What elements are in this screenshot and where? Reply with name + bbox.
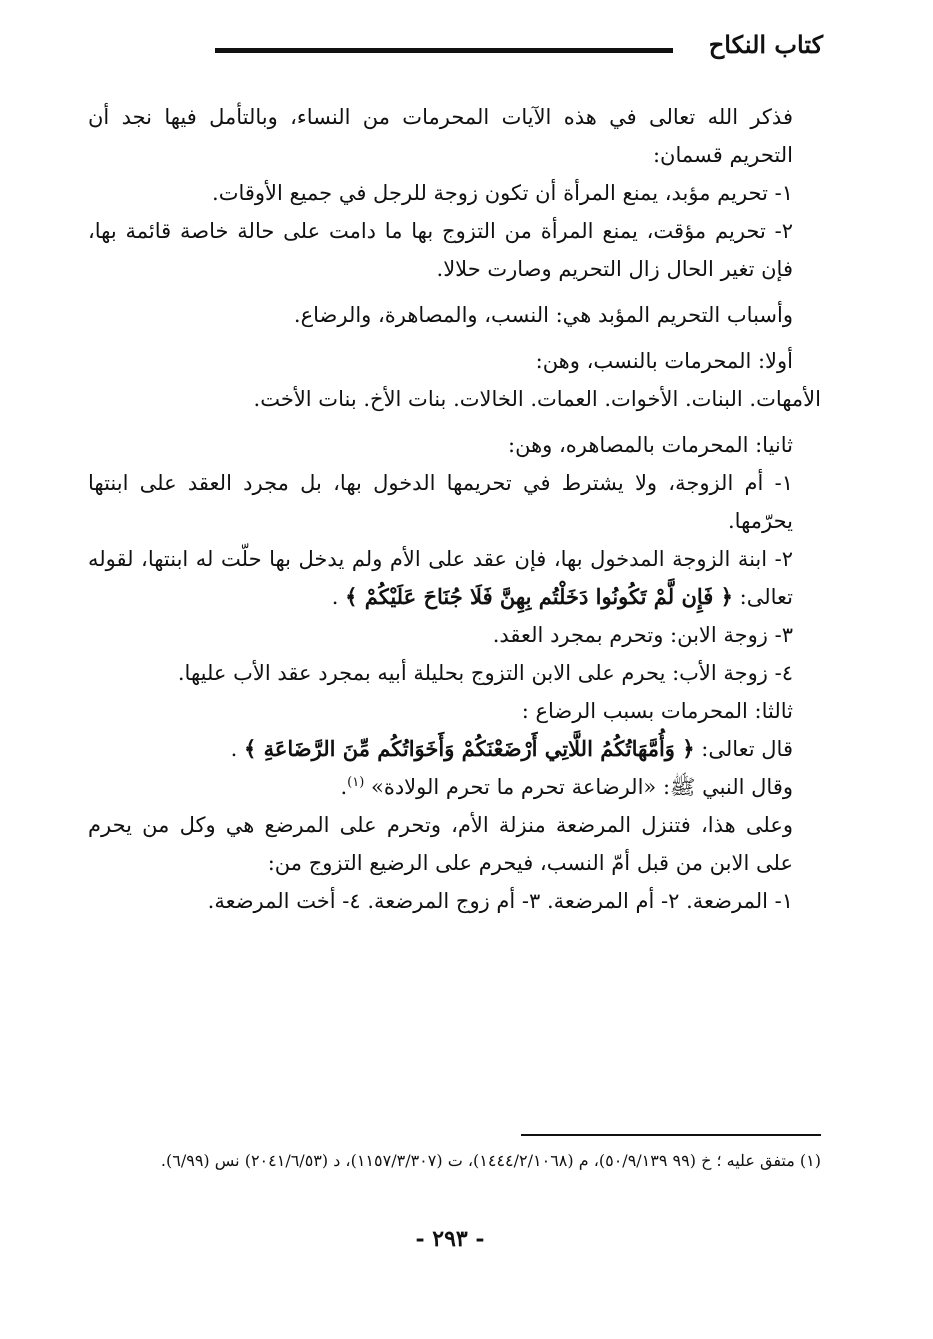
header-rule — [215, 48, 673, 53]
footnote: (١) متفق عليه ؛ خ (٩٩ ٥٠/٩/١٣٩)، م (١٤٤٤/٢/١٠٦٨)، ت (١١٥٧/٣/٣٠٧)، د (٢٠٤١/٦/٥٣) نس (٦/٩٩). — [160, 1151, 821, 1170]
affinity-item-1: ١- أم الزوجة، ولا يشترط في تحريمها الدخول بها، بل مجرد العقد على ابنتها يحرّمها. — [88, 471, 793, 533]
lineage-list: الأمهات. البنات. الأخوات. العمات. الخالات. بنات الأخ. بنات الأخت. — [253, 387, 821, 411]
main-text — [88, 98, 821, 920]
lineage-heading: أولا: المحرمات بالنسب، وهن: — [535, 349, 793, 373]
hadith-text: «الرضاعة تحرم ما تحرم الولادة» — [370, 775, 657, 799]
affinity-item-2-text: ٢- ابنة الزوجة المدخول بها، فإن عقد على الأم ولم يدخل بها حلّت له ابنتها، لقوله تعالى: — [88, 547, 794, 609]
causes-paragraph: وأسباب التحريم المؤبد هي: النسب، والمصاهرة، والرضاع. — [293, 303, 793, 327]
division-item-2: ٢- تحريم مؤقت، يمنع المرأة من التزوج بها ما دامت على حالة خاصة قائمة بها، فإن تغير الحال زال التحريم وصارت حلالا. — [88, 219, 793, 281]
affinity-item-2: ٢- ابنة الزوجة المدخول بها، فإن عقد على الأم ولم يدخل بها حلّت له ابنتها، لقوله تعالى: ﴿ فَإِن لَّمْ تَكُونُوا دَخَلْتُم بِهِنَّ فَلَا جُنَاحَ عَلَيْكُمْ ﴾ . — [88, 547, 794, 609]
division-item-1: ١- تحريم مؤبد، يمنع المرأة أن تكون زوجة للرجل في جميع الأوقات. — [212, 181, 793, 205]
nursing-explanation: وعلى هذا، فتنزل المرضعة منزلة الأم، وتحرم على المرضع هي وكل من يحرم على الابن من قبل أمّ النسب، فيحرم على الرضيع التزوج من: — [88, 813, 793, 875]
nursing-heading: ثالثا: المحرمات بسبب الرضاع : — [521, 699, 793, 723]
header-title: كتاب النكاح — [708, 30, 823, 59]
affinity-heading: ثانيا: المحرمات بالمصاهره، وهن: — [508, 433, 793, 457]
intro-paragraph: فذكر الله تعالى في هذه الآيات المحرمات من النساء، وبالتأمل فيها نجد أن التحريم قسمان: — [88, 105, 793, 167]
footnote-rule — [521, 1134, 821, 1136]
nursing-verse-intro: قال تعالى: — [701, 737, 793, 761]
quran-verse-nursing: ﴿ وَأُمَّهَاتُكُمُ اللَّاتِي أَرْضَعْنَكُمْ وَأَخَوَاتُكُم مِّنَ الرَّضَاعَةِ ﴾ — [243, 736, 695, 761]
hadith-intro: وقال النبي ﷺ: — [662, 775, 793, 799]
affinity-item-3: ٣- زوجة الابن: وتحرم بمجرد العقد. — [492, 623, 793, 647]
page-number: - ٢٩٣ - — [415, 1226, 485, 1252]
page-header — [215, 26, 823, 66]
hadith-line: وقال النبي ﷺ: «الرضاعة تحرم ما تحرم الولادة» $^{(١)}$. — [340, 775, 793, 799]
footnote-marker: (١) — [347, 775, 365, 790]
nursing-list: ١- المرضعة. ٢- أم المرضعة. ٣- أم زوج المرضعة. ٤- أخت المرضعة. — [207, 889, 793, 913]
nursing-verse-line: قال تعالى: ﴿ وَأُمَّهَاتُكُمُ اللَّاتِي أَرْضَعْنَكُمْ وَأَخَوَاتُكُم مِّنَ الرَّضَاعَةِ ﴾ . — [230, 736, 793, 761]
quran-verse-affinity: ﴿ فَإِن لَّمْ تَكُونُوا دَخَلْتُم بِهِنَّ فَلَا جُنَاحَ عَلَيْكُمْ ﴾ — [345, 584, 733, 609]
affinity-item-4: ٤- زوجة الأب: يحرم على الابن التزوج بحليلة أبيه بمجرد عقد الأب عليها. — [177, 661, 793, 685]
